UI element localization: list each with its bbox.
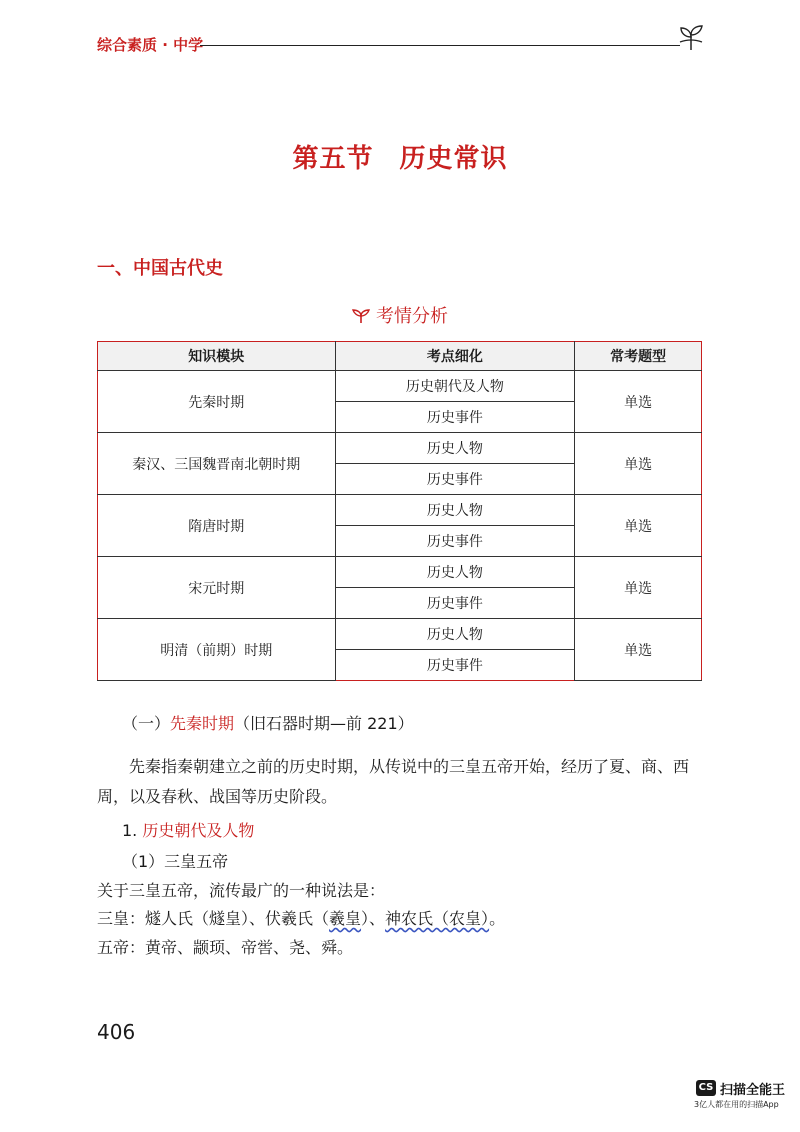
subsection-title: 先秦时期: [170, 714, 235, 733]
sanhuang-part: ）、: [361, 909, 386, 928]
header-rule: [200, 45, 680, 46]
table-row: [98, 557, 702, 588]
camscanner-logo-icon: CS: [696, 1080, 716, 1096]
module-cell: 先秦时期: [98, 371, 336, 433]
table-row: [98, 619, 702, 650]
module-cell: 秦汉、三国魏晋南北朝时期: [98, 433, 336, 495]
module-cell: 隋唐时期: [98, 495, 336, 557]
intro-line: 关于三皇五帝，流传最广的一种说法是：: [97, 881, 386, 900]
intro-paragraph: 先秦指秦朝建立之前的历史时期，从传说中的三皇五帝开始，经历了夏、商、西周，以及春秋、战国等历史阶段。: [97, 757, 690, 806]
leaf-icon: [352, 308, 370, 324]
sanhuang-underlined: 羲皇: [329, 909, 362, 928]
header-type: 常考题型: [575, 342, 702, 371]
module-cell: 明清（前期）时期: [98, 619, 336, 681]
type-cell: 单选: [575, 371, 702, 433]
watermark-name: 扫描全能王: [720, 1083, 786, 1098]
sanhuang-part: 三皇：燧人氏（燧皇）、伏羲氏（: [97, 909, 330, 928]
page-number: 406: [97, 1020, 136, 1044]
module-cell: 宋元时期: [98, 557, 336, 619]
point-cell: 历史人物: [335, 495, 575, 526]
title-topic: 历史常识: [399, 144, 508, 174]
exam-analysis-table: [97, 341, 702, 681]
item-number: 1.: [122, 821, 143, 840]
sanhuang-underlined: 神农氏（农皇）: [385, 909, 490, 928]
point-cell: 历史事件: [335, 464, 575, 495]
table-header-row: [98, 342, 702, 371]
type-cell: 单选: [575, 619, 702, 681]
header-module: 知识模块: [98, 342, 336, 371]
sanhuang-line: [97, 906, 505, 929]
point-cell: 历史人物: [335, 619, 575, 650]
subsection-prefix: （一）: [122, 714, 171, 733]
page-title: [0, 138, 800, 175]
running-header: 综合素质 · 中学: [97, 36, 204, 54]
subsection-heading: [122, 711, 414, 734]
item-heading: [122, 818, 254, 841]
analysis-title: 考情分析: [376, 306, 448, 327]
point-cell: 历史事件: [335, 588, 575, 619]
subitem-heading: （1）三皇五帝: [122, 852, 229, 871]
sprout-icon: [676, 22, 706, 52]
type-cell: 单选: [575, 557, 702, 619]
point-cell: 历史事件: [335, 402, 575, 433]
header-points: 考点细化: [335, 342, 575, 371]
item-title: 历史朝代及人物: [142, 821, 255, 840]
table-row: [98, 371, 702, 402]
point-cell: 历史人物: [335, 433, 575, 464]
analysis-heading: [0, 302, 800, 328]
type-cell: 单选: [575, 495, 702, 557]
point-cell: 历史朝代及人物: [335, 371, 575, 402]
point-cell: 历史事件: [335, 650, 575, 681]
title-section: 第五节: [292, 144, 374, 174]
point-cell: 历史事件: [335, 526, 575, 557]
table-row: [98, 495, 702, 526]
table-row: [98, 433, 702, 464]
point-cell: 历史人物: [335, 557, 575, 588]
wudi-line: 五帝：黄帝、颛顼、帝喾、尧、舜。: [97, 938, 354, 957]
watermark-tagline: 3亿人都在用的扫描App: [694, 1100, 779, 1109]
type-cell: 单选: [575, 433, 702, 495]
section-heading: 一、中国古代史: [97, 258, 223, 279]
subsection-range: （旧石器时期—前 221）: [234, 714, 414, 733]
sanhuang-part: 。: [489, 909, 506, 928]
